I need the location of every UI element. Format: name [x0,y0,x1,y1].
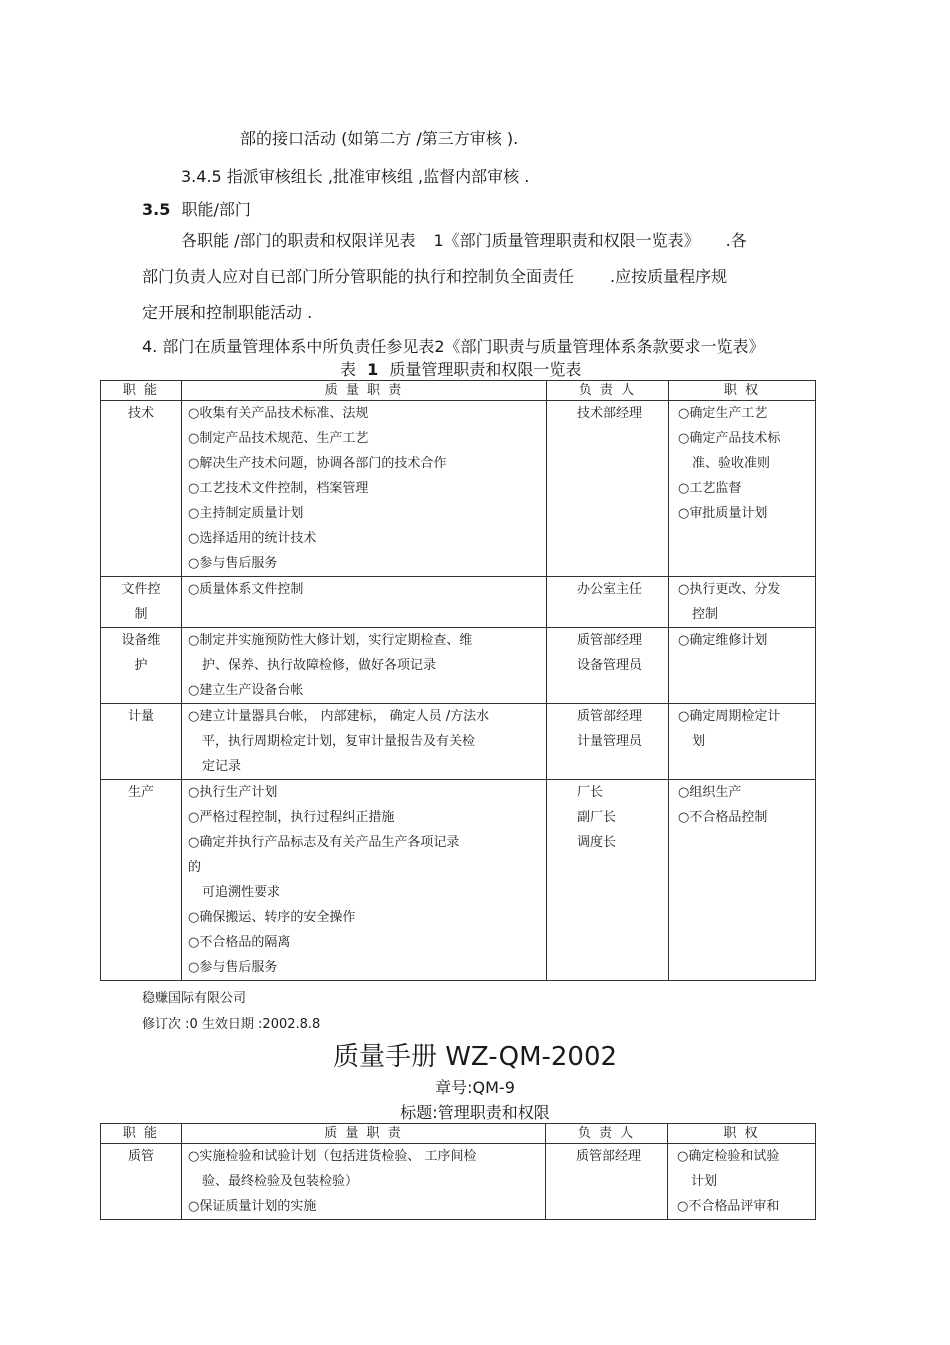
item-4-b: 《部门职责与质量管理体系条款要求一览表》 [444,337,765,356]
duties-line: ○参与售后服务 [188,960,278,975]
authority-cell [669,780,816,981]
function-line: 生产 [127,785,154,800]
table-2-header-row [101,1124,816,1144]
subject-title: 标题:管理职责和权限 [400,1103,550,1122]
intro-line-2: 3.4.5 指派审核组长 ,批准审核组 ,监督内部审核 . [181,167,530,186]
duties-cell [182,1144,546,1220]
table-1-header-row [101,381,816,401]
authority-cell [668,1144,816,1220]
table-row [101,780,816,981]
responsible-cell [547,628,669,704]
authority-line: ○确定维修计划 [678,633,768,648]
header-authority: 职 权 [669,381,816,401]
duties-line: ○制定产品技术规范、生产工艺 [188,431,369,446]
function-line: 设备维 [121,633,161,648]
duties-line: ○工艺技术文件控制，档案管理 [188,481,369,496]
para-2-b: .应按质量程序规 [610,267,728,286]
duties-line: ○质量体系文件控制 [188,582,304,597]
duties-line: ○确保搬运、转序的安全操作 [188,910,356,925]
authority-line: ○组织生产 [678,785,742,800]
authority-cell [669,401,816,577]
duties-line: ○解决生产技术问题，协调各部门的技术合作 [188,456,447,471]
function-cell [101,577,182,628]
function-line: 护 [134,658,148,673]
item-4-a: 4. 部门在质量管理体系中所负责任参见表 [142,337,435,356]
intro-line-1: 部的接口活动 (如第二方 /第三方审核 ). [240,129,519,148]
duties-line: ○确定并执行产品标志及有关产品生产各项记录 [188,835,460,850]
authority-cell [669,628,816,704]
responsible-line: 调度长 [577,835,617,850]
authority-line: 划 [692,734,706,749]
responsible-cell [547,577,669,628]
chapter-number: 章号:QM-9 [435,1078,515,1097]
footer-revision: 修订次 :0 生效日期 :2002.8.8 [142,1017,321,1032]
duties-line: ○选择适用的统计技术 [188,531,317,546]
section-number: 3.5 [142,200,171,219]
header-duties: 质 量 职 责 [182,1124,546,1144]
header-duties: 质 量 职 责 [182,381,547,401]
authority-cell [669,577,816,628]
authority-line: ○审批质量计划 [678,506,768,521]
responsible-line: 办公室主任 [577,582,643,597]
function-line: 技术 [127,406,154,421]
table-row [101,628,816,704]
para-1-b: 1《部门质量管理职责和权限一览表》 [433,231,700,250]
table-row [101,1144,816,1220]
table-row [101,704,816,780]
table-1 [100,380,816,981]
responsible-line: 厂长 [577,785,604,800]
duties-line: ○收集有关产品技术标准、法规 [188,406,369,421]
duties-line: 平，执行周期检定计划，复审计量报告及有关检 [202,734,476,749]
authority-line: ○确定生产工艺 [678,406,768,421]
para-2-a: 部门负责人应对自已部门所分管职能的执行和控制负全面责任 [142,267,575,286]
caption-b: 质量管理职责和权限一览表 [389,360,582,379]
authority-line: ○确定周期检定计 [678,709,781,724]
duties-line: 定记录 [202,759,242,774]
function-cell [101,704,182,780]
function-cell [101,628,182,704]
header-responsible: 负 责 人 [546,1124,668,1144]
function-line: 质管 [127,1149,154,1164]
authority-cell [669,704,816,780]
function-cell [101,1144,182,1220]
duties-cell [182,780,547,981]
authority-line: ○工艺监督 [678,481,742,496]
authority-line: ○不合格品控制 [678,810,768,825]
responsible-line: 质管部经理 [577,709,643,724]
duties-line: ○建立计量器具台帐， 内部建标， 确定人员 /方法水 [188,709,490,724]
section-heading [142,197,251,220]
duties-line: ○主持制定质量计划 [188,506,304,521]
responsible-cell [546,1144,668,1220]
duties-line: ○参与售后服务 [188,556,278,571]
para-1-a: 各职能 /部门的职责和权限详见表 [181,231,416,250]
caption-a: 表 [340,360,357,379]
table-row [101,401,816,577]
duties-line: ○实施检验和试验计划（包括进货检验、 工序间检 [188,1149,477,1164]
duties-cell [182,577,547,628]
authority-line: ○确定产品技术标 [678,431,781,446]
responsible-line: 计量管理员 [577,734,643,749]
duties-line: ○严格过程控制，执行过程纠正措施 [188,810,395,825]
authority-line: ○不合格品评审和 [677,1199,780,1214]
manual-title: 质量手册 WZ-QM-2002 [332,1042,618,1072]
function-line: 文件控 [121,582,161,597]
authority-line: 控制 [692,607,719,622]
duties-line: ○制定并实施预防性大修计划，实行定期检查、维 [188,633,473,648]
item-4 [142,334,765,357]
caption-num: 1 [367,360,379,379]
header-responsible: 负 责 人 [547,381,669,401]
function-line: 制 [134,607,148,622]
responsible-cell [547,704,669,780]
responsible-line: 设备管理员 [577,658,643,673]
table-row [101,577,816,628]
para-1 [181,228,747,251]
para-1-c: .各 [725,231,747,250]
table-1-caption [340,357,581,380]
responsible-cell [547,780,669,981]
duties-line: 的 [188,860,202,875]
duties-line: 可追溯性要求 [202,885,281,900]
duties-line: ○建立生产设备台帐 [188,683,304,698]
para-3: 定开展和控制职能活动 . [142,303,313,322]
duties-cell [182,401,547,577]
duties-line: ○执行生产计划 [188,785,278,800]
section-title: 职能/部门 [181,200,251,219]
header-function: 职 能 [101,1124,182,1144]
responsible-line: 技术部经理 [577,406,643,421]
header-authority: 职 权 [668,1124,816,1144]
duties-cell [182,704,547,780]
responsible-line: 质管部经理 [577,633,643,648]
footer-company: 稳赚国际有限公司 [142,991,247,1006]
function-cell [101,780,182,981]
authority-line: ○执行更改、分发 [678,582,781,597]
authority-line: ○确定检验和试验 [677,1149,780,1164]
function-line: 计量 [127,709,154,724]
item-4-num: 2 [434,337,445,356]
para-2 [142,264,727,287]
responsible-line: 质管部经理 [576,1149,642,1164]
responsible-cell [547,401,669,577]
authority-line: 准、验收准则 [692,456,771,471]
function-cell [101,401,182,577]
duties-line: 护、保养、执行故障检修，做好各项记录 [202,658,437,673]
header-function: 职 能 [101,381,182,401]
duties-cell [182,628,547,704]
duties-line: ○不合格品的隔离 [188,935,291,950]
authority-line: 计划 [691,1174,718,1189]
table-2 [100,1123,816,1220]
responsible-line: 副厂长 [577,810,617,825]
duties-line: 验、最终检验及包装检验） [202,1174,359,1189]
duties-line: ○保证质量计划的实施 [188,1199,317,1214]
